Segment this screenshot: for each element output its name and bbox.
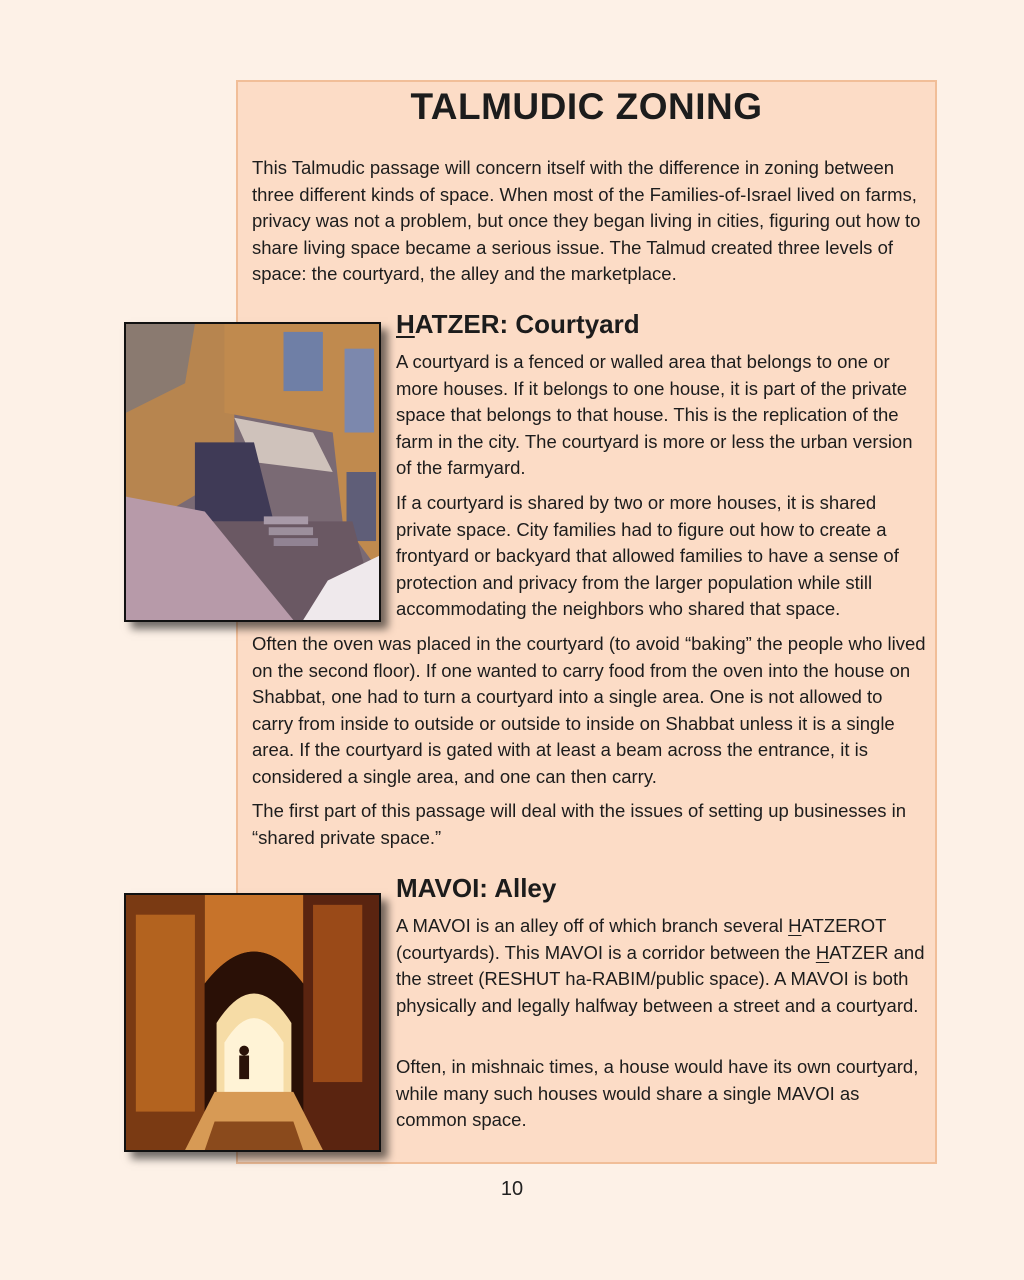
- page-title: TALMUDIC ZONING: [410, 86, 763, 127]
- mavoi-heading: MAVOI: Alley: [396, 873, 557, 903]
- courtyard-painting: [124, 322, 381, 622]
- alley-photo: [124, 893, 381, 1152]
- hatzer-heading-text: ATZER: Courtyard: [414, 309, 640, 339]
- mavoi-p1-part-b: ATZEROT (courtyards). This MAVOI is a corridor between the: [396, 915, 887, 963]
- mavoi-p1-underlined-2: H: [815, 941, 830, 963]
- mavoi-paragraph-2: Often, in mishnaic times, a house would have its own courtyard, while many such houses would share a single MAVOI as common space.: [396, 1056, 919, 1130]
- mavoi-p1-underlined-1: H: [788, 915, 802, 936]
- intro-paragraph: This Talmudic passage will concern itself with the difference in zoning between three different kinds of space. When most of the Families-of-Israel lived on farms, privacy was not a problem, but once they began living in cities, figuring out how to share living space became a serious issue. The Talmud created three levels of space: the courtyard, the alley and the marketplace.: [252, 157, 921, 284]
- hatzer-paragraph-2: If a courtyard is shared by two or more houses, it is shared private space. City families had to figure out how to create a frontyard or backyard that allowed families to have a sense of protection and privacy from the larger population while still accommodating the neighbors who shared that space.: [396, 492, 899, 619]
- hatzer-paragraph-1: A courtyard is a fenced or walled area that belongs to one or more houses. If it belongs to one house, it is part of the private space that belongs to that house. This is the replication of the farm in the city. The courtyard is more or less the urban version of the farmyard.: [396, 351, 913, 478]
- mavoi-p1-part-c: ATZER and the street (RESHUT ha-RABIM/public space). A MAVOI is both physically and legally halfway between a street and a courtyard.: [396, 941, 925, 1016]
- page-number: 10: [500, 1178, 524, 1200]
- hatzer-heading-underlined-letter: H: [396, 309, 415, 339]
- mavoi-p1-part-a: A MAVOI is an alley off of which branch several: [396, 915, 789, 936]
- hatzer-heading: [396, 309, 640, 340]
- hatzer-paragraph-4: The first part of this passage will deal with the issues of setting up businesses in “shared private space.”: [252, 800, 907, 848]
- hatzer-paragraph-3: Often the oven was placed in the courtyard (to avoid “baking” the people who lived on the second floor). If one wanted to carry food from the oven into the house on Shabbat, one had to turn a courtyard into a single area. One is not allowed to carry from inside to outside or outside to inside on Shabbat unless it is a single area. If the courtyard is gated with at least a beam across the entrance, it is considered a single area, and one can then carry.: [252, 633, 926, 787]
- mavoi-paragraph-1: [396, 913, 928, 1019]
